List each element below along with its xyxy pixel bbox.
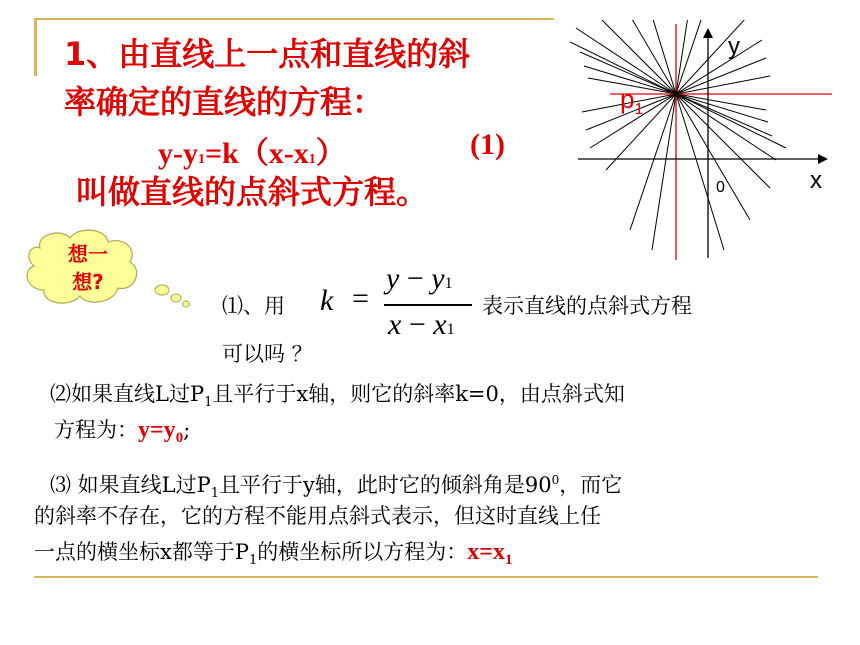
x-axis-arrow-icon	[818, 154, 828, 164]
heading-line-1: 1、由直线上一点和直线的斜	[64, 35, 471, 73]
origin-label: 0	[716, 179, 725, 196]
item2-line2: 方程为：$y=y_0$;	[54, 417, 191, 447]
item3-line2: 的斜率不存在，它的方程不能用点斜式表示，但这时直线上任	[34, 504, 601, 528]
item2-line1: ⑵如果直线L过$P_1$且平行于x轴，则它的斜率k=0，由点斜式知	[50, 382, 625, 411]
think-bubble-text: 想一 想?	[68, 242, 108, 294]
point-slope-formula: y-y1=k（x-x1）	[158, 137, 346, 170]
fraction-numerator: y − y1	[386, 262, 453, 295]
fraction-bar	[384, 304, 472, 306]
question1-prefix: ⑴、用	[222, 294, 285, 318]
point-p1-dot	[673, 91, 679, 97]
y-axis-arrow-icon	[703, 28, 713, 38]
y-axis-label: y	[728, 33, 740, 60]
item3-line3: 一点的横坐标x都等于$P_1$的横坐标所以方程为：$x=x_1$	[34, 539, 513, 569]
fraction-denominator: x − x1	[388, 308, 455, 341]
question1-line2: 可以吗 ？	[222, 342, 313, 366]
x-axis-label: x	[810, 167, 822, 194]
line-pencil-graph	[570, 20, 840, 265]
question1-suffix: 表示直线的点斜式方程	[482, 294, 692, 318]
formula-number: (1)	[470, 128, 505, 161]
fraction-equals: =	[352, 282, 369, 315]
heading-line-2: 率确定的直线的方程：	[64, 83, 385, 121]
accent-vertical-line	[34, 18, 37, 76]
item3-line1: ⑶ 如果直线L过$P_1$且平行于y轴，此时它的倾斜角是$90^0$，而它	[50, 473, 623, 502]
point-p1-label: $p_1$	[620, 84, 644, 118]
fraction-k: k	[320, 284, 334, 317]
heading-line-4: 叫做直线的点斜式方程。	[76, 173, 429, 211]
accent-horizontal-line	[34, 18, 554, 20]
